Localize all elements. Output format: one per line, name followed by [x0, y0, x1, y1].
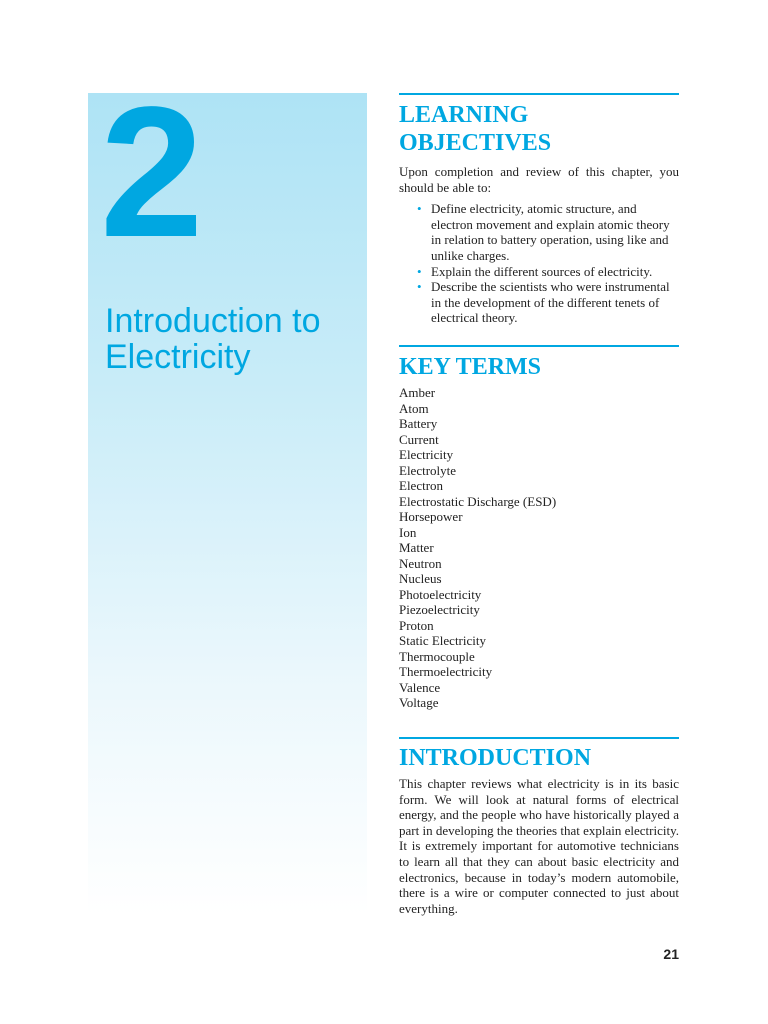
key-term: Nucleus	[399, 571, 442, 586]
key-term: Electron	[399, 478, 444, 493]
introduction-heading: INTRODUCTION	[399, 745, 592, 771]
section-rule	[399, 737, 679, 739]
chapter-title	[105, 303, 365, 375]
learning-objectives-heading	[399, 101, 679, 157]
page-number: 21	[663, 946, 679, 962]
key-term: Piezoelectricity	[399, 602, 480, 617]
objective-item	[417, 264, 679, 280]
introduction-section	[399, 737, 679, 916]
learning-objectives-section	[399, 93, 679, 326]
key-term: Atom	[399, 400, 429, 416]
chapter-title-line-2: Electricity	[105, 338, 251, 376]
key-term: Voltage	[399, 695, 439, 710]
key-terms-heading: KEY TERMS	[399, 354, 542, 380]
key-term: Neutron	[399, 555, 442, 571]
key-term: Electricity	[399, 447, 454, 462]
heading-line: LEARNING	[399, 102, 529, 128]
key-term: Amber	[399, 385, 436, 400]
objectives-list	[417, 201, 679, 326]
key-term: Electrostatic Discharge (ESD)	[399, 493, 557, 509]
objective-text: Explain the different sources of electricity.	[431, 263, 653, 279]
key-term: Battery	[399, 416, 438, 431]
key-term: Thermoelectricity	[399, 664, 493, 679]
objectives-intro: Upon completion and review of this chapter, you should be able to:	[399, 164, 679, 195]
key-term: Proton	[399, 617, 434, 633]
key-term: Current	[399, 431, 439, 447]
chapter-title-line-1: Introduction to	[105, 302, 321, 340]
chapter-number: 2	[100, 69, 200, 276]
section-rule	[399, 93, 679, 95]
key-terms-list	[399, 385, 679, 711]
section-rule	[399, 345, 679, 347]
bullet-icon: •	[417, 279, 422, 295]
objective-item	[417, 201, 679, 263]
key-term: Electrolyte	[399, 462, 457, 478]
introduction-text: This chapter reviews what electricity is in its basic form. We will look at natural forms of electrical energy, and the people who have historically played a part in developing the theories that explain electricity. It is extremely important for automotive technicians to learn all that they can about basic electricity and electronics, because in today’s modern automobile, there is a wire or computer connected to just about everything.	[399, 776, 680, 916]
key-terms-section	[399, 345, 679, 711]
bullet-icon: •	[417, 263, 422, 279]
heading-line: OBJECTIVES	[399, 130, 552, 156]
objective-item	[417, 279, 679, 326]
key-term: Static Electricity	[399, 633, 486, 648]
key-term: Matter	[399, 540, 434, 555]
objective-text: Describe the scientists who were instrumental in the development of the different tenets of electrical theory.	[431, 279, 670, 326]
key-term: Valence	[399, 679, 441, 695]
key-term: Horsepower	[399, 509, 463, 524]
key-term: Thermocouple	[399, 648, 475, 664]
bullet-icon: •	[417, 201, 422, 217]
key-term: Ion	[399, 524, 417, 540]
key-term: Photoelectricity	[399, 586, 482, 602]
objective-text: Define electricity, atomic structure, and electron movement and explain atomic theory in relation to battery operation, using like and unlike charges.	[431, 201, 670, 263]
